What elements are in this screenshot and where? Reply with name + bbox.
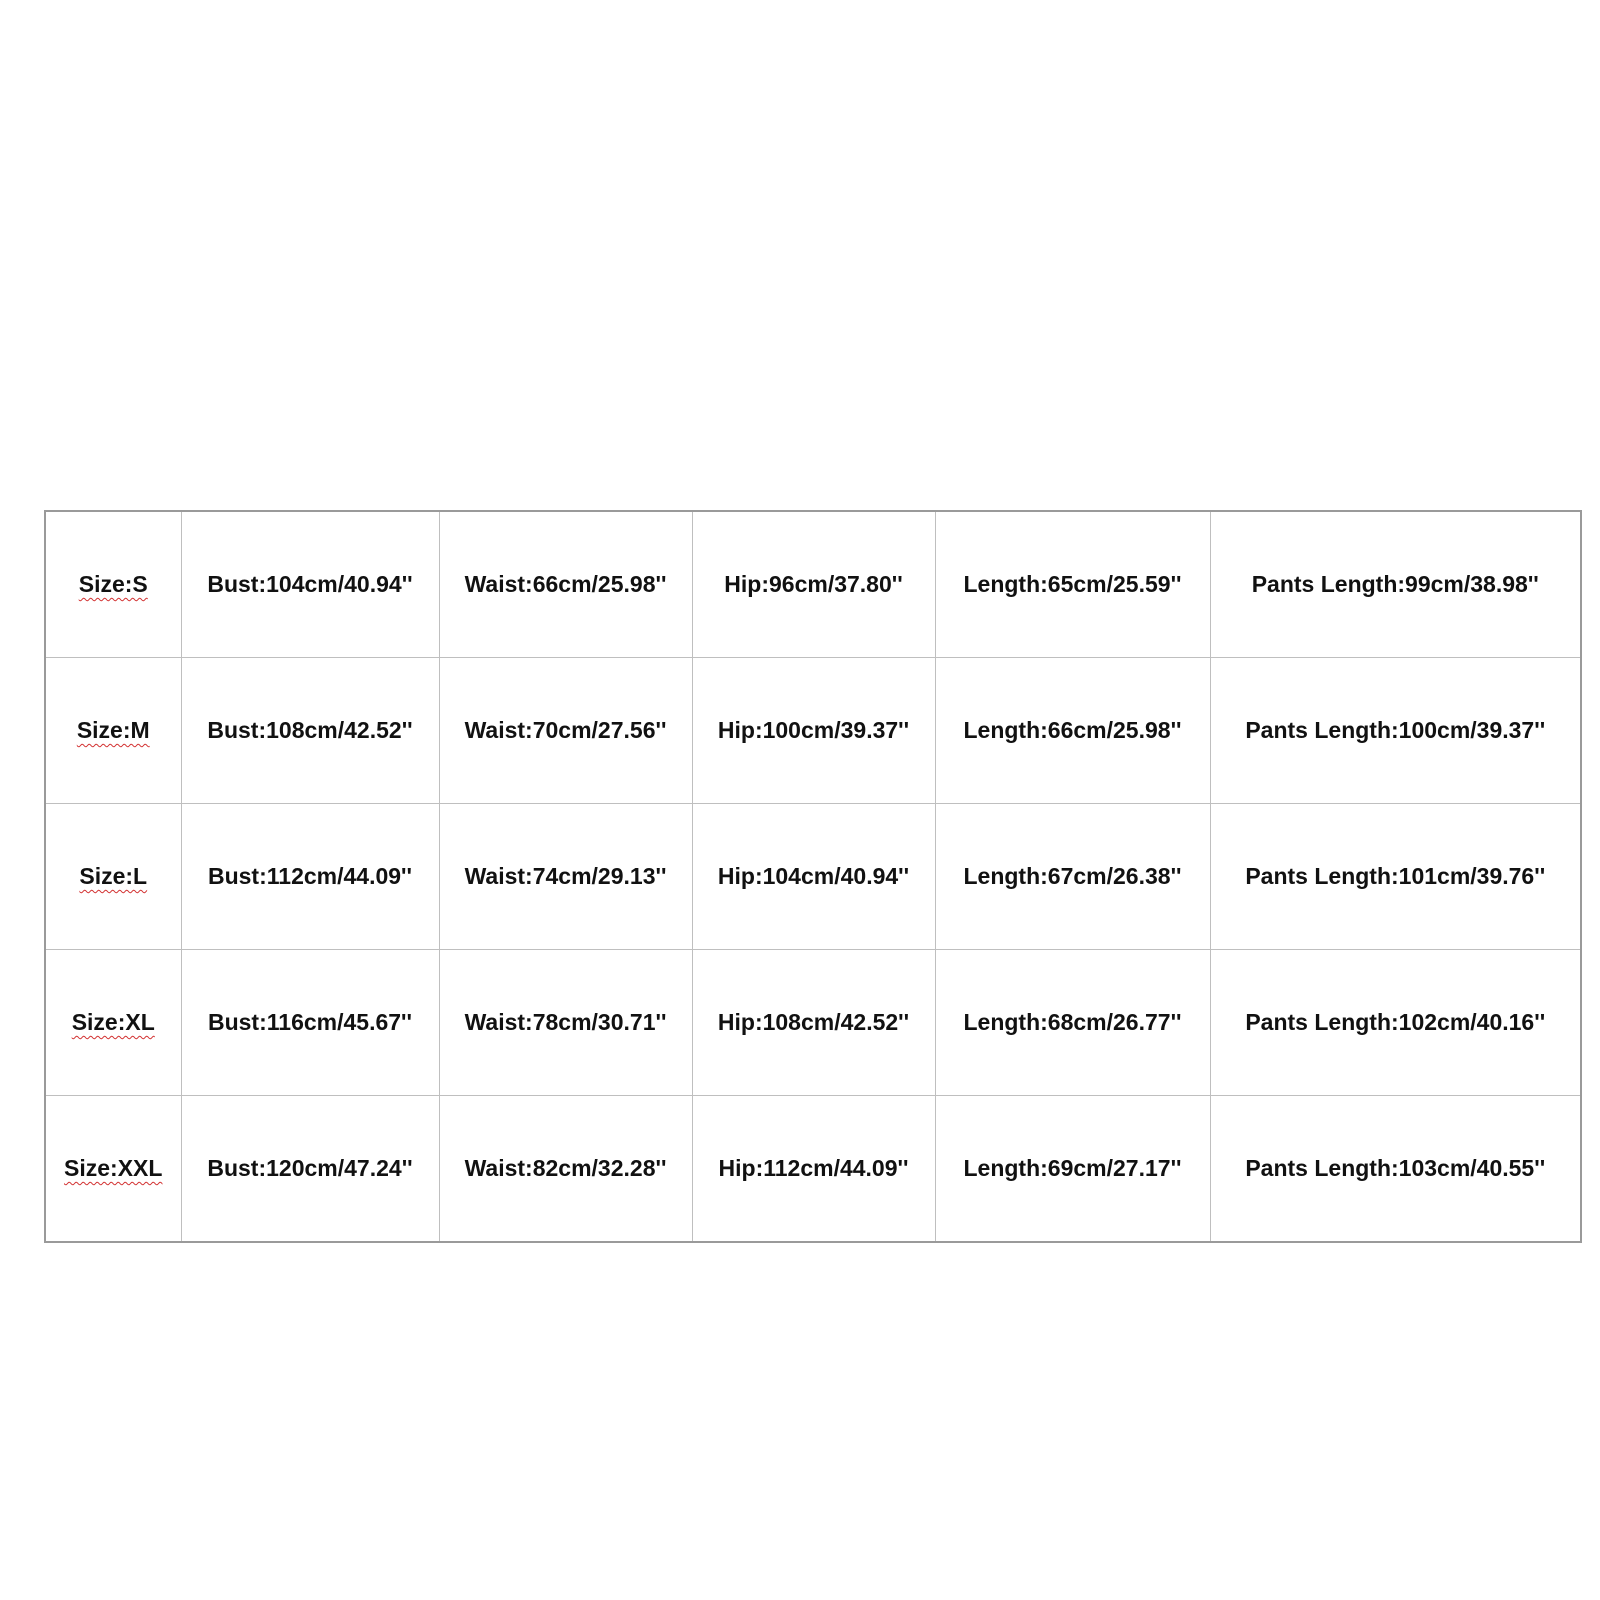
hip-cell: Hip:96cm/37.80'' (692, 511, 935, 658)
waist-cell: Waist:74cm/29.13'' (439, 804, 692, 950)
length-cell: Length:67cm/26.38'' (935, 804, 1210, 950)
size-cell (45, 658, 181, 804)
table-row (45, 511, 1581, 658)
size-label: Size:XL (71, 1009, 155, 1035)
bust-cell: Bust:104cm/40.94'' (181, 511, 439, 658)
size-cell (45, 950, 181, 1096)
size-cell (45, 804, 181, 950)
hip-cell: Hip:112cm/44.09'' (692, 1096, 935, 1243)
bust-cell: Bust:112cm/44.09'' (181, 804, 439, 950)
pants-length-cell: Pants Length:102cm/40.16'' (1210, 950, 1581, 1096)
table-row (45, 658, 1581, 804)
hip-cell: Hip:108cm/42.52'' (692, 950, 935, 1096)
size-cell (45, 1096, 181, 1243)
size-label: Size:S (78, 571, 148, 597)
pants-length-cell: Pants Length:101cm/39.76'' (1210, 804, 1581, 950)
waist-cell: Waist:78cm/30.71'' (439, 950, 692, 1096)
size-label: Size:XXL (64, 1155, 163, 1181)
pants-length-cell: Pants Length:100cm/39.37'' (1210, 658, 1581, 804)
table-row (45, 1096, 1581, 1243)
pants-length-cell: Pants Length:99cm/38.98'' (1210, 511, 1581, 658)
bust-cell: Bust:116cm/45.67'' (181, 950, 439, 1096)
size-label: Size:L (79, 863, 148, 889)
length-cell: Length:68cm/26.77'' (935, 950, 1210, 1096)
table-row (45, 804, 1581, 950)
length-cell: Length:66cm/25.98'' (935, 658, 1210, 804)
pants-length-cell: Pants Length:103cm/40.55'' (1210, 1096, 1581, 1243)
waist-cell: Waist:70cm/27.56'' (439, 658, 692, 804)
table-row (45, 950, 1581, 1096)
bust-cell: Bust:108cm/42.52'' (181, 658, 439, 804)
bust-cell: Bust:120cm/47.24'' (181, 1096, 439, 1243)
hip-cell: Hip:104cm/40.94'' (692, 804, 935, 950)
waist-cell: Waist:66cm/25.98'' (439, 511, 692, 658)
size-cell (45, 511, 181, 658)
waist-cell: Waist:82cm/32.28'' (439, 1096, 692, 1243)
size-chart-table (44, 510, 1582, 1243)
length-cell: Length:65cm/25.59'' (935, 511, 1210, 658)
size-label: Size:M (76, 717, 150, 743)
hip-cell: Hip:100cm/39.37'' (692, 658, 935, 804)
length-cell: Length:69cm/27.17'' (935, 1096, 1210, 1243)
